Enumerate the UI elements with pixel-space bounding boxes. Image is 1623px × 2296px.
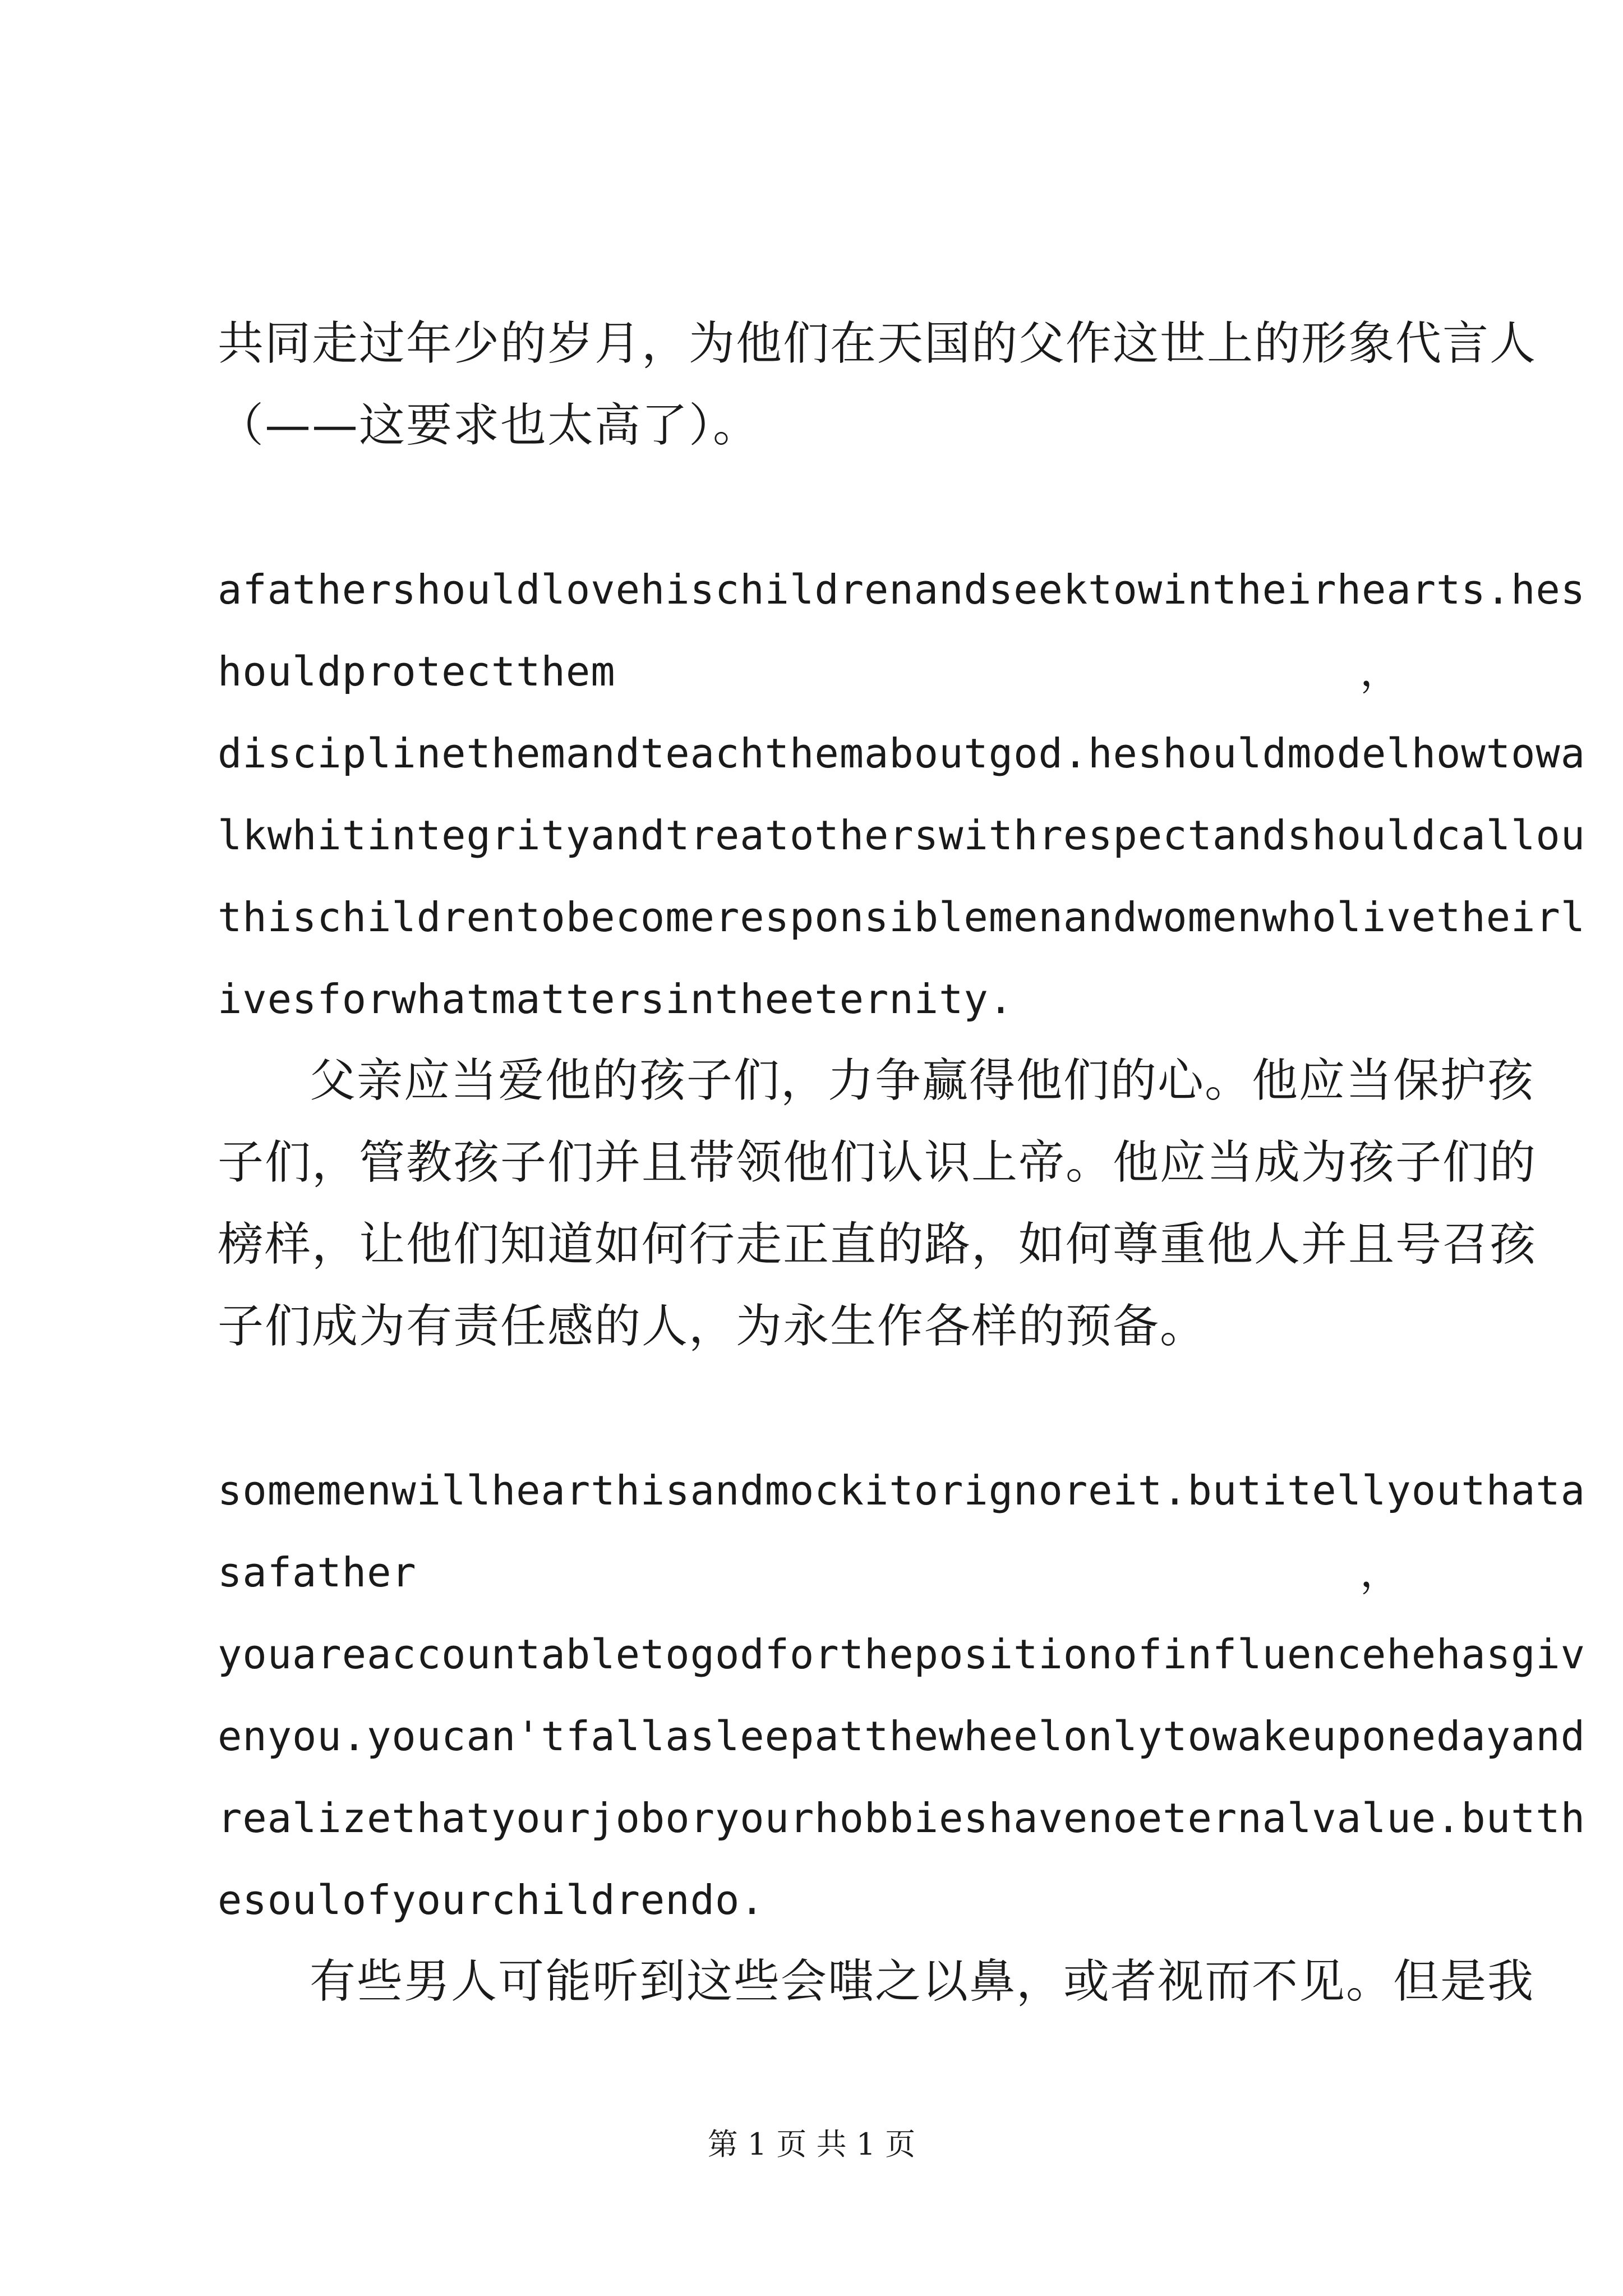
text-line: （——这要求也太高了）。 xyxy=(218,399,760,452)
text-line: 有些男人可能听到这些会嗤之以鼻，或者视而不见。但是我 xyxy=(310,1955,1535,2008)
text-line: disciplinethemandteachthemaboutgod.heshouldmodelhowtowa xyxy=(218,730,1586,777)
text-line: ivesforwhatmattersintheeternity. xyxy=(218,976,1014,1023)
paragraph-gap xyxy=(218,467,1412,549)
paragraph-3-chinese xyxy=(218,1040,1537,1368)
paragraph-1 xyxy=(218,303,1537,467)
text-line: 共同走过年少的岁月，为他们在天国的父作这世上的形象代言人 xyxy=(218,317,1537,370)
text-line: lkwhitintegrityandtreatotherswithrespectandshouldcallou xyxy=(218,812,1586,859)
comma-glyph: ， xyxy=(1359,1549,1401,1596)
paragraph-4-english xyxy=(218,1450,1586,1941)
paragraph-gap xyxy=(218,1368,1412,1450)
text-line: esoulofyourchildrendo. xyxy=(218,1876,765,1924)
paragraph-5-chinese xyxy=(218,1941,1535,2023)
text-line: enyou.youcan'tfallasleepatthewheelonlytowakeuponedayand xyxy=(218,1713,1586,1760)
page-footer: 第 1 页 共 1 页 xyxy=(707,2127,916,2162)
text-line: 父亲应当爱他的孩子们，力争赢得他们的心。他应当保护孩 xyxy=(310,1054,1535,1107)
paragraph-2-english xyxy=(218,549,1586,1040)
text-line-split xyxy=(218,1531,1412,1613)
text-line: realizethatyourjoboryourhobbieshavenoeternalvalue.butth xyxy=(218,1795,1586,1842)
comma-glyph: ， xyxy=(1359,648,1401,695)
text-fragment: safather xyxy=(218,1549,417,1596)
text-line: somemenwillhearthisandmockitorignoreit.butitellyouthata xyxy=(218,1467,1586,1514)
text-fragment: houldprotectthem xyxy=(218,648,616,695)
text-line: 榜样，让他们知道如何行走正直的路，如何尊重他人并且号召孩 xyxy=(218,1218,1537,1271)
text-line: 子们，管教孩子们并且带领他们认识上帝。他应当成为孩子们的 xyxy=(218,1136,1537,1189)
text-line-split xyxy=(218,631,1412,712)
text-line: youareaccountabletogodforthepositionofinfluencehehasgiv xyxy=(218,1631,1586,1678)
text-line: afathershouldlovehischildrenandseektowintheirhearts.hes xyxy=(218,566,1586,613)
text-line: 子们成为有责任感的人，为永生作各样的预备。 xyxy=(218,1300,1207,1353)
document-body xyxy=(218,303,1586,2023)
text-line: thischildrentobecomeresponsiblemenandwomenwholivetheirl xyxy=(218,894,1586,941)
